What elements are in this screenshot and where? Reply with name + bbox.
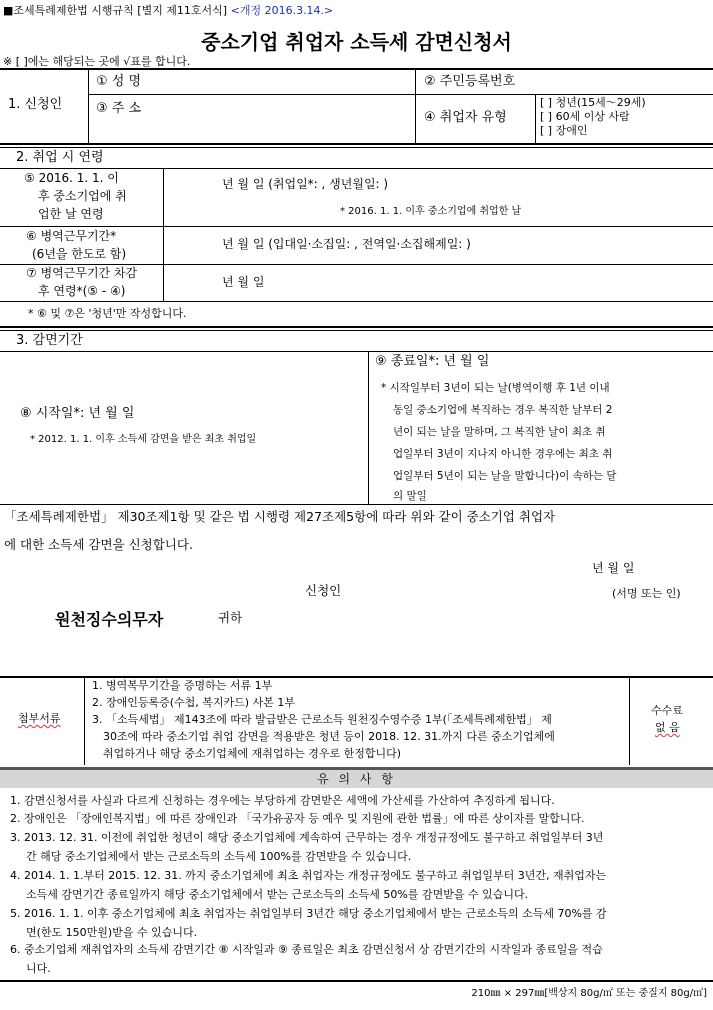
rule (0, 351, 713, 352)
rule (0, 143, 713, 145)
note-item: 2. 장애인은 「장애인복지법」에 따른 장애인과 「국가유공자 등 예우 및 지원에 관한 법률」에 따른 상이자를 말합니다. (10, 812, 585, 825)
rule (0, 330, 713, 331)
r5-label-3: 업한 날 연령 (38, 207, 104, 221)
declaration-line-1: 「조세특례제한법」 제30조제1항 및 같은 법 시행령 제27조제5항에 따라 위와 같이 중소기업 취업자 (4, 509, 556, 524)
rule (163, 168, 164, 301)
attachment-item: 3. 「소득세법」 제143조에 따라 발급받은 근로소득 원천징수영수증 1부(「조세특례제한법」 제 (92, 713, 552, 726)
end-note-line: 업일부터 3년이 지나지 아니한 경우에는 최초 취 (393, 448, 613, 460)
rule (0, 676, 713, 678)
rule (0, 301, 713, 302)
page-title: 중소기업 취업자 소득세 감면신청서 (201, 30, 512, 54)
declaration-line-2: 에 대한 소득세 감면을 신청합니다. (4, 537, 193, 552)
rule (88, 94, 713, 95)
worker-type-label: ④ 취업자 유형 (424, 110, 507, 125)
end-note-line: 동일 중소기업에 복직하는 경우 복직한 날부터 2 (393, 404, 613, 416)
r6-label-2: (6년을 한도로 함) (32, 247, 127, 261)
name-label: ① 성 명 (96, 74, 142, 89)
end-date-field[interactable]: ⑨ 종료일*: 년 월 일 (375, 354, 490, 369)
rule (368, 351, 369, 504)
form-label: ■조세특례제한법 시행규칙 [별지 제11호서식] <개정 2016.3.14.> (3, 4, 334, 17)
type-option-youth[interactable]: [ ] 청년(15세～29세) (540, 96, 646, 109)
start-note: * 2012. 1. 1. 이후 소득세 감면을 받은 최초 취업일 (30, 434, 257, 445)
r6-date-fields[interactable]: 년 월 일 (입대일·소집일: , 전역일·소집해제일: ) (222, 237, 471, 251)
r5-date-fields[interactable]: 년 월 일 (취업일*: , 생년월일: ) (222, 177, 389, 191)
rule (0, 264, 713, 265)
rule (0, 168, 713, 169)
rule (629, 677, 630, 765)
attachment-item: 30조에 따라 중소기업 취업 감면을 적용받은 청년 등이 2018. 12. 31.까지 다른 중소기업체에 (103, 730, 555, 743)
type-option-disabled[interactable]: [ ] 장애인 (540, 124, 588, 137)
employment-note: * ⑥ 및 ⑦은 '청년'만 작성합니다. (28, 307, 187, 320)
note-item: 3. 2013. 12. 31. 이전에 취업한 청년이 해당 중소기업체에 계속하여 근무하는 경우 개정규정에도 불구하고 취업일부터 3년 (10, 831, 604, 844)
rule (88, 69, 89, 143)
notes-title: 유 의 사 항 (317, 772, 396, 786)
r5-label-1: ⑤ 2016. 1. 1. 이 (24, 171, 119, 185)
section-applicant: 1. 신청인 (8, 97, 63, 112)
note-item: 6. 중소기업체 재취업자의 소득세 감면기간 ⑧ 시작일과 ⑨ 종료일은 최초 감면신청서 상 감면기간의 시작일과 종료일을 적습 (10, 943, 603, 956)
note-item-cont: 면(한도 150만원)받을 수 있습니다. (26, 926, 198, 939)
end-note-line: 년이 되는 날을 말하며, 그 복직한 날이 최초 취 (393, 426, 606, 438)
rule (0, 326, 713, 328)
attachment-item: 1. 병역복무기간을 증명하는 서류 1부 (92, 679, 273, 692)
r5-label-2: 후 중소기업에 취 (38, 189, 127, 203)
r7-label-2: 후 연령*(⑤ - ④) (38, 284, 126, 298)
rrn-label: ② 주민등록번호 (424, 74, 516, 89)
note-item-cont: 간 해당 중소기업체에서 받는 근로소득의 소득세 100%를 감면받을 수 있습니다. (26, 850, 412, 863)
rule (0, 68, 713, 70)
rule (0, 226, 713, 227)
applicant-signature-label: 신청인 (305, 583, 342, 598)
note-item-cont: 소득세 감면기간 종료일까지 해당 중소기업체에서 받는 근로소득의 소득세 50%를 감면받을 수 있습니다. (26, 888, 529, 901)
r6-label-1: ⑥ 병역근무기간* (26, 229, 117, 243)
end-note-line: * 시작일부터 3년이 되는 날(병역이행 후 1년 이내 (381, 382, 610, 394)
application-date[interactable]: 년 월 일 (592, 561, 635, 575)
note-item: 5. 2016. 1. 1. 이후 중소기업체에 최초 취업자는 취업일부터 3년간 해당 중소기업체에서 받는 근로소득의 소득세 70%를 감 (10, 907, 607, 920)
r7-label-1: ⑦ 병역근무기간 차감 (26, 266, 138, 280)
fee-value: 없 음 (655, 721, 680, 734)
end-note-line: 의 말일 (393, 490, 427, 502)
attachment-item: 취업하거나 해당 중소기업체에 재취업하는 경우로 한정합니다) (103, 747, 402, 760)
rule (535, 94, 536, 143)
rule (0, 504, 713, 505)
section-exemption: 3. 감면기간 (16, 333, 83, 348)
r5-note: * 2016. 1. 1. 이후 중소기업에 취업한 날 (340, 206, 522, 217)
end-note-line: 업일부터 5년이 되는 날을 말합니다)이 속하는 달 (393, 470, 617, 482)
recipient: 원천징수의무자 (55, 610, 164, 629)
note-item-cont: 니다. (26, 962, 51, 975)
honorific: 귀하 (218, 610, 243, 625)
fee-label: 수수료 (651, 704, 683, 717)
section-employment: 2. 취업 시 연령 (16, 150, 104, 165)
note-item: 4. 2014. 1. 1.부터 2015. 12. 31. 까지 중소기업체에 최초 취업자는 개정규정에도 불구하고 취업일부터 3년간, 재취업자는 (10, 869, 607, 882)
address-label: ③ 주 소 (96, 101, 142, 116)
start-date-field[interactable]: ⑧ 시작일*: 년 월 일 (20, 406, 135, 421)
rule (0, 147, 713, 148)
note-item: 1. 감면신청서를 사실과 다르게 신청하는 경우에는 부당하게 감면받은 세액에 가산세를 가산하여 추징하게 됩니다. (10, 794, 555, 807)
revision-note: <개정 2016.3.14.> (230, 4, 334, 17)
attachments-label: 첨부서류 (18, 712, 61, 725)
check-note: ※ [ ]에는 해당되는 곳에 √표를 합니다. (3, 55, 191, 68)
attachment-item: 2. 장애인등록증(수첩, 복지카드) 사본 1부 (92, 696, 295, 709)
rule (0, 980, 713, 982)
paper-spec: 210㎜ × 297㎜[백상지 80g/㎡ 또는 중질지 80g/㎡] (471, 988, 707, 999)
type-option-senior[interactable]: [ ] 60세 이상 사람 (540, 110, 630, 123)
rule (415, 69, 416, 143)
rule (84, 677, 85, 765)
signature-placeholder[interactable]: (서명 또는 인) (612, 587, 681, 600)
r7-date-fields[interactable]: 년 월 일 (222, 275, 265, 289)
